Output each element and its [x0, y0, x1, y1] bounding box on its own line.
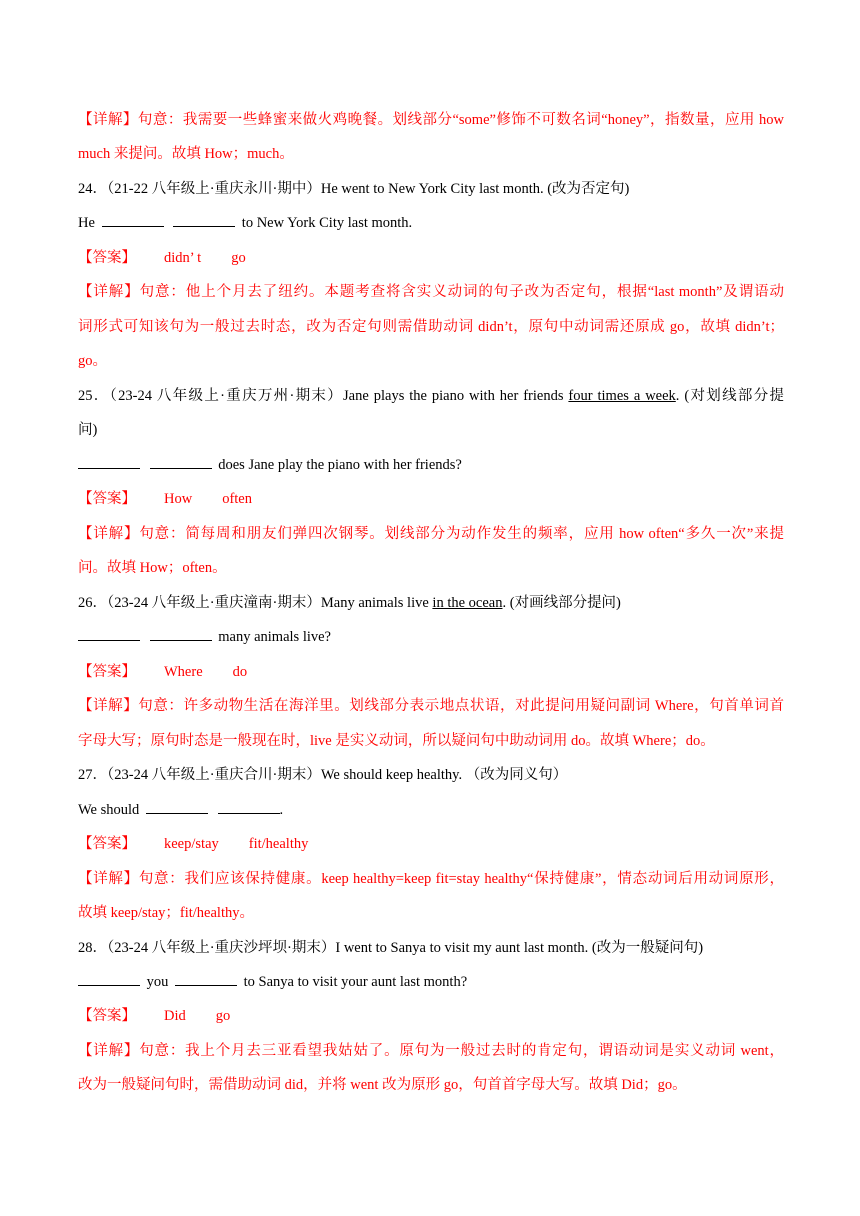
q24-explanation-line3: go。: [78, 353, 107, 369]
q25-fill-suffix: does Jane play the piano with her friends?: [218, 457, 462, 473]
answer-blank: [218, 800, 280, 814]
q27-stem: 27．（23-24 八年级上·重庆合川·期末）We should keep healthy. （改为同义句）: [78, 767, 568, 783]
answer-blank: [146, 800, 208, 814]
answer-label: 【答案】: [78, 491, 136, 507]
answer-value: often: [222, 491, 252, 507]
answer-label: 【答案】: [78, 836, 136, 852]
q25-explanation-line1: 【详解】句意：简每周和朋友们弹四次钢琴。划线部分为动作发生的频率，应用 how often“多久一次”来提: [78, 526, 784, 542]
q27-explanation-line1: 【详解】句意：我们应该保持健康。keep healthy=keep fit=stay healthy“保持健康”，情态动词后用动词原形，: [78, 871, 784, 887]
answer-label: 【答案】: [78, 250, 136, 266]
q24-explanation-line1: 【详解】句意：他上个月去了纽约。本题考查将含实义动词的句子改为否定句，根据“last month”及谓语动: [78, 284, 784, 300]
answer-blank: [78, 455, 140, 469]
q24-stem: 24．（21-22 八年级上·重庆永川·期中）He went to New York City last month. (改为否定句): [78, 181, 630, 197]
q28-fill-suffix: to Sanya to visit your aunt last month?: [243, 974, 468, 990]
q28-fill-line: [78, 972, 784, 992]
q24-fill-suffix: to New York City last month.: [241, 215, 413, 231]
answer-value: fit/healthy: [248, 836, 309, 852]
answer-blank: [78, 972, 140, 986]
answer-value: go: [215, 1008, 231, 1024]
q28-explanation-line1: 【详解】句意：我上个月去三亚看望我姑姑了。原句为一般过去时的肯定句，谓语动词是实义动词 went，: [78, 1043, 784, 1059]
answer-blank: [150, 627, 212, 641]
q26-explanation-line1: 【详解】句意：许多动物生活在海洋里。划线部分表示地点状语，对此提问用疑问副词 Where，句首单词首: [78, 698, 784, 714]
q26-answer-line: [78, 662, 784, 682]
q24-fill-line: [78, 213, 784, 233]
answer-value: Where: [164, 664, 203, 680]
answer-value: didn’ t: [164, 250, 202, 266]
q27-fill-prefix: We should: [78, 802, 140, 818]
answer-blank: [175, 972, 237, 986]
q25-fill-line: [78, 455, 784, 475]
q26-fill-line: [78, 627, 784, 647]
q25-explanation-line2: 问。故填 How；often。: [78, 560, 227, 576]
q26-stem-underlined: in the ocean: [432, 595, 503, 611]
q24-answer-line: [78, 248, 784, 268]
q24-fill-prefix: He: [78, 215, 95, 231]
q26-stem-before: 26．（23-24 八年级上·重庆潼南·期末）Many animals live: [78, 595, 433, 611]
answer-blank: [102, 213, 164, 227]
q28-explanation-line2: 改为一般疑问句时，需借助动词 did，并将 went 改为原形 go，句首首字母大写。故填 Did；go。: [78, 1077, 687, 1093]
q27-answer-line: [78, 834, 784, 854]
q25-stem: [78, 386, 784, 406]
q26-fill-suffix: many animals live?: [218, 629, 331, 645]
q23-explanation-line1: 【详解】句意：我需要一些蜂蜜来做火鸡晚餐。划线部分“some”修饰不可数名词“honey”，指数量，应用 how: [78, 112, 784, 128]
q24-explanation-line2: 词形式可知该句为一般过去时态，改为否定句则需借助动词 didn’t，原句中动词需还原成 go，故填 didn’t；: [78, 319, 784, 335]
q25-stem-after: . (对划线部分提: [675, 388, 785, 404]
q25-stem-line2: 问): [78, 422, 98, 438]
q26-stem-after: . (对画线部分提问): [502, 595, 621, 611]
q28-fill-middle: you: [146, 974, 169, 990]
q26-stem: [78, 593, 784, 613]
q27-fill-suffix: .: [279, 802, 284, 818]
answer-blank: [150, 455, 212, 469]
q27-fill-line: [78, 800, 784, 820]
q28-stem: 28．（23-24 八年级上·重庆沙坪坝·期末）I went to Sanya to visit my aunt last month. (改为一般疑问句): [78, 940, 704, 956]
answer-blank: [173, 213, 235, 227]
answer-value: keep/stay: [164, 836, 219, 852]
answer-value: do: [232, 664, 248, 680]
q28-answer-line: [78, 1006, 784, 1026]
answer-label: 【答案】: [78, 664, 136, 680]
answer-blank: [78, 627, 140, 641]
answer-value: go: [231, 250, 246, 266]
answer-label: 【答案】: [78, 1008, 136, 1024]
answer-value: Did: [164, 1008, 186, 1024]
q25-stem-before: 25．（23-24 八年级上·重庆万州·期末）Jane plays the piano with her friends: [78, 388, 569, 404]
q27-explanation-line2: 故填 keep/stay；fit/healthy。: [78, 905, 254, 921]
q25-stem-underlined: four times a week: [568, 388, 676, 404]
q26-explanation-line2: 字母大写；原句时态是一般现在时，live 是实义动词，所以疑问句中助动词用 do。故填 Where；do。: [78, 733, 715, 749]
answer-value: How: [164, 491, 193, 507]
q23-explanation-line2: much 来提问。故填 How；much。: [78, 146, 294, 162]
q25-answer-line: [78, 489, 784, 509]
